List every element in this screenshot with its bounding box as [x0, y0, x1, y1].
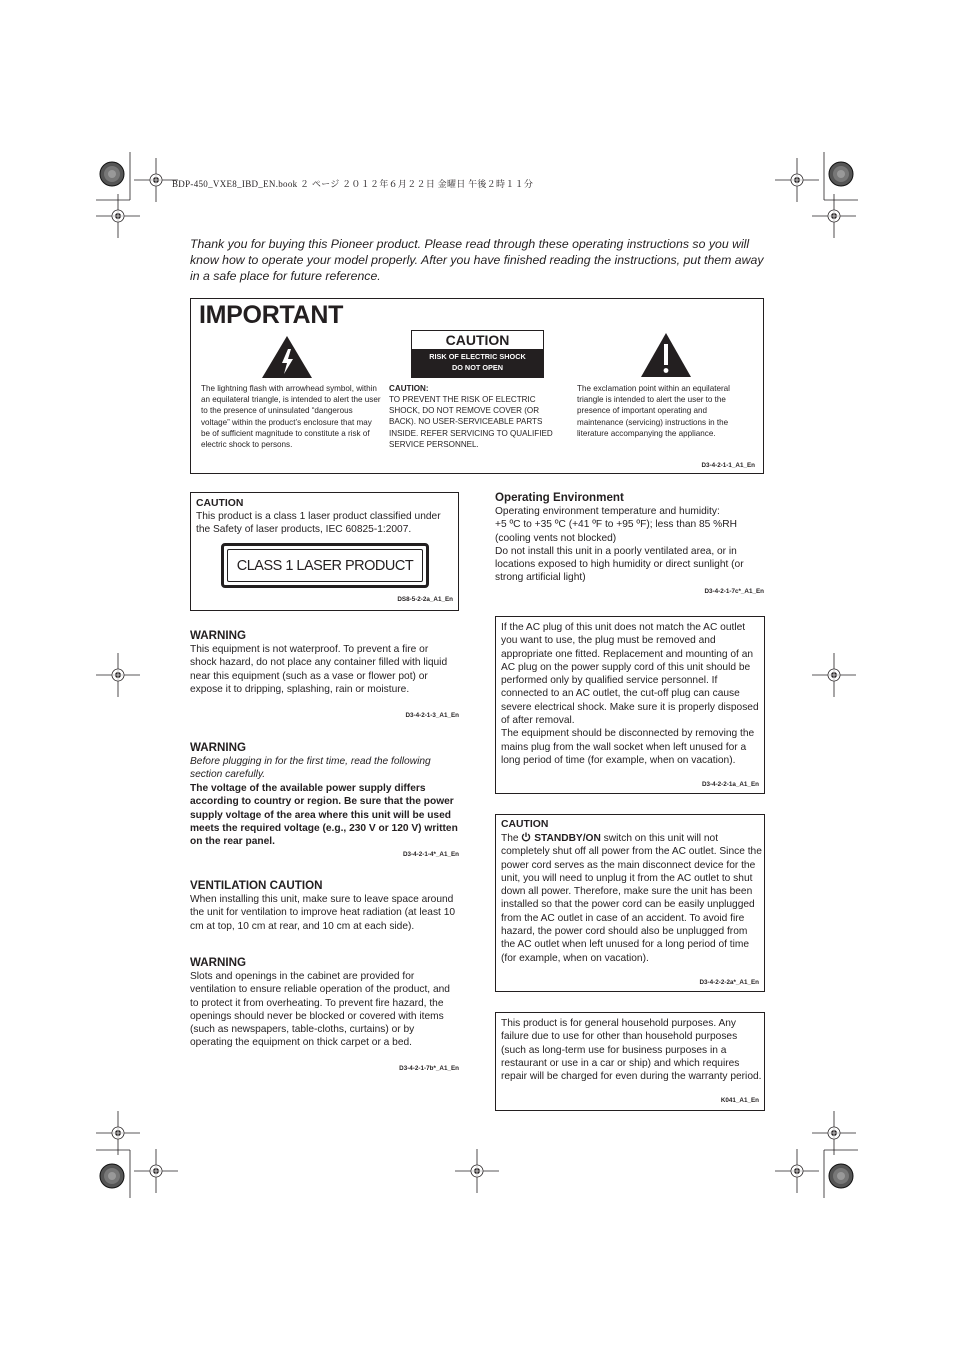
warning-voltage-code: D3-4-2-1-4*_A1_En — [403, 851, 459, 858]
class1-laser-label — [221, 543, 429, 588]
standby-code: D3-4-2-2-2a*_A1_En — [699, 979, 759, 986]
laser-caution-heading: CAUTION — [196, 498, 244, 509]
operating-environment-code: D3-4-2-1-7c*_A1_En — [704, 588, 764, 595]
household-box — [495, 1012, 765, 1111]
caution-label-sub-line1: RISK OF ELECTRIC SHOCK — [429, 352, 526, 361]
standby-caution-text — [501, 832, 762, 965]
caution-shock-label — [411, 330, 544, 378]
warning-waterproof-heading: WARNING — [190, 629, 247, 642]
exclamation-description: The exclamation point within an equilateral triangle is intended to alert the user to the presence of important operating and maintenance (servicing) instructions in the literature accompanying the appliance. — [577, 384, 730, 438]
standby-body: switch on this unit will not completely shut off all power from the AC outlet. Since the power cord serves as the main disconnect device for the unit, you will need to unplug it from the AC outlet to shut down all power. Therefore, make sure the unit has been installed so that the power cord can be easily unplugged from the AC outlet in case of an accident. To avoid fire hazard, the power cord should also be unplugged from the AC outlet when left unused for a long period of time (for example, when on vacation). — [501, 833, 762, 964]
standby-pre: The — [501, 833, 522, 844]
laser-caution-text: This product is a class 1 laser product classified under the Safety of laser products, IEC 60825-1:2007. — [196, 511, 441, 536]
operating-environment-heading: Operating Environment — [495, 491, 624, 504]
important-code: D3-4-2-1-1_A1_En — [701, 462, 755, 469]
environment-line2: +5 ºC to +35 ºC (+41 ºF to +95 ºF); less than 85 %RH (cooling vents not blocked) — [495, 519, 737, 544]
exclamation-warning-icon — [640, 332, 692, 378]
ac-plug-paragraph2: The equipment should be disconnected by removing the mains plug from the wall socket when left unused for a long period of time (for example, when on vacation). — [501, 728, 755, 766]
environment-line1: Operating environment temperature and humidity: — [495, 506, 720, 517]
class1-laser-label-text: CLASS 1 LASER PRODUCT — [227, 549, 423, 582]
warning-waterproof-text: This equipment is not waterproof. To prevent a fire or shock hazard, do not place any container filled with liquid near this equipment (such as a vase or flower pot) or expose it to dripping, splashing, rain or moisture. — [190, 644, 448, 695]
power-icon — [521, 832, 531, 842]
household-code: K041_A1_En — [720, 1097, 759, 1104]
standby-caution-box — [495, 814, 765, 992]
ventilation-text: When installing this unit, make sure to leave space around the unit for ventilation to improve heat radiation (at least 10 cm at top, 10 cm at rear, and 10 cm at each side). — [190, 894, 456, 932]
important-title: IMPORTANT — [199, 301, 344, 329]
caution-label-subtitle — [412, 349, 543, 377]
lightning-description: The lightning flash with arrowhead symbol, within an equilateral triangle, is intended to alert the user to the presence of uninsulated “dangerous voltage” within the product’s enclosure that may be of sufficient magnitude to constitute a risk of electric shock to persons. — [201, 384, 381, 450]
warning-waterproof-code: D3-4-2-1-3_A1_En — [405, 712, 459, 719]
environment-line3: Do not install this unit in a poorly ventilated area, or in locations exposed to high humidity or direct sunlight (or strong artificial light) — [495, 545, 744, 584]
household-text: This product is for general household purposes. Any failure due to use for other than household purposes (such as long-term use for business purposes in a restaurant or use in a car or ship) and which requires repair will be charged for even during the warranty period. — [501, 1018, 762, 1083]
laser-caution-box — [190, 492, 459, 611]
warning-slots-heading: WARNING — [190, 956, 247, 969]
ac-plug-code: D3-4-2-2-1a_A1_En — [701, 781, 759, 788]
warning-slots-text: Slots and openings in the cabinet are provided for ventilation to ensure reliable operation of the product, and to protect it from overheating. To prevent fire hazard, the openings should never be blocked or covered with items (such as newspapers, table-cloths, curtains) or by operating the equipment on thick carpet or a bed. — [190, 971, 450, 1049]
warning-slots-code: D3-4-2-1-7b*_A1_En — [399, 1065, 459, 1072]
ac-plug-box — [495, 616, 765, 794]
warning-voltage-text: The voltage of the available power supply differs according to country or region. Be sure that the power supply voltage of the area where this unit will be used meets the required voltage (e.g., 230 V or 120 V) written on the rear panel. — [190, 783, 458, 848]
ac-plug-text — [501, 621, 762, 767]
warning-voltage-heading: WARNING — [190, 741, 247, 754]
standby-caution-heading: CAUTION — [501, 819, 549, 830]
warning-voltage-intro: Before plugging in for the first time, read the following section carefully. — [190, 756, 431, 781]
standby-on-label: STANDBY/ON — [534, 833, 601, 844]
caution-heading: CAUTION: — [389, 384, 429, 393]
laser-code: DS8-5-2-2a_A1_En — [397, 596, 453, 603]
important-box — [190, 298, 764, 474]
operating-environment-text — [495, 505, 767, 585]
book-file-header: BDP-450_VXE8_IBD_EN.book ２ ページ ２０１２年６月２２日 金曜日 午後２時１１分 — [172, 179, 534, 189]
ac-plug-paragraph1: If the AC plug of this unit does not match the AC outlet you want to use, the plug must be removed and appropriate one fitted. Replacement and mounting of an AC plug on the power supply cord of this unit should be performed only by qualified service personnel. If connected to an AC outlet, the cut-off plug can cause severe electrical shock. Make sure it is properly disposed of after removal. — [501, 622, 759, 727]
intro-paragraph: Thank you for buying this Pioneer product. Please read through these operating instructions so you will know how to operate your model properly. After you have finished reading the instructions, put them away in a safe place for future reference. — [190, 237, 764, 283]
caution-label-sub-line2: DO NOT OPEN — [451, 362, 504, 372]
caution-label-title: CAUTION — [445, 332, 510, 348]
caution-description: TO PREVENT THE RISK OF ELECTRIC SHOCK, DO NOT REMOVE COVER (OR BACK). NO USER-SERVICEABLE PARTS INSIDE. REFER SERVICING TO QUALIFIED SERVICE PERSONNEL. — [389, 395, 553, 449]
lightning-warning-icon — [261, 335, 313, 379]
ventilation-heading: VENTILATION CAUTION — [190, 879, 323, 892]
